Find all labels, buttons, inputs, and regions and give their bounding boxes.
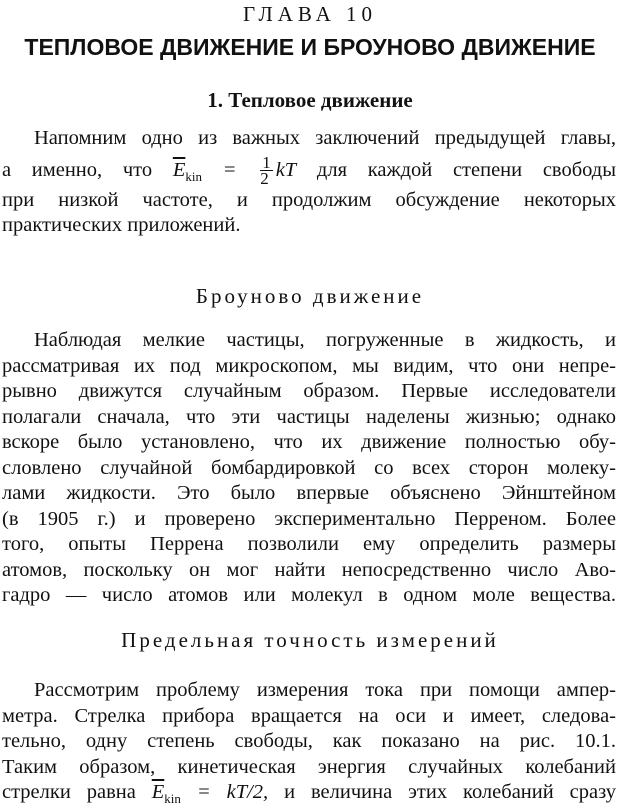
text-line: при низкой частоте, и продолжим обсуждение некоторых bbox=[2, 188, 616, 211]
text-line-with-formula bbox=[2, 780, 616, 806]
brownian-paragraph bbox=[2, 328, 616, 609]
text-line: лами жидкости. Это было впервые объяснено Эйнштейном bbox=[2, 482, 616, 504]
formula-subscript: kin bbox=[185, 168, 202, 184]
text-line: Наблюдая мелкие частицы, погруженные в жидкость, и bbox=[34, 329, 616, 351]
energy-formula: $\overline{E}_{kin}$ = $\frac{1}{2}$ kT bbox=[172, 153, 297, 189]
formula-subscript: kin bbox=[164, 791, 181, 807]
precision-last-line-block bbox=[2, 780, 616, 806]
subsection-title-precision: Предельная точность измерений bbox=[121, 628, 499, 652]
chapter-heading: ГЛАВА 10 bbox=[242, 2, 378, 26]
text-line: атомов, поскольку он мог найти непосредственно число Аво- bbox=[2, 558, 616, 581]
text-line: вскоре было установлено, что их движение полностью обу- bbox=[2, 431, 616, 453]
text-line: Рассмотрим проблему измерения тока при помощи ампер- bbox=[34, 679, 616, 701]
formula-rhs: kT bbox=[275, 158, 297, 181]
text-line: рассматривая их под микроскопом, мы видим, что они непре- bbox=[2, 354, 616, 377]
text-line: словлено случайной бомбардировкой со всех сторон молеку- bbox=[2, 456, 616, 479]
chapter-title: ТЕПЛОВОЕ ДВИЖЕНИЕ И БРОУНОВО ДВИЖЕНИЕ bbox=[24, 34, 596, 60]
text-line: (в 1905 г.) и проверено экспериментально Перреном. Более bbox=[2, 507, 616, 530]
text-fragment: стрелки равна bbox=[2, 781, 136, 803]
energy-formula-inline: $\overline{E}_{kin} = kT/2$, bbox=[151, 781, 269, 807]
formula-symbol: $\overline{E}$ bbox=[172, 158, 186, 181]
subsection-title-brownian: Броуново движение bbox=[195, 284, 425, 308]
text-line: гадро — число атомов или молекул в одном моле вещества. bbox=[2, 584, 616, 606]
fraction bbox=[260, 153, 273, 189]
precision-paragraph bbox=[2, 678, 616, 780]
text-fragment: и величина этих колебаний сразу bbox=[284, 781, 616, 803]
fraction-denominator: 2 bbox=[260, 169, 269, 189]
text-line: того, опыты Перрена позволили ему определить размеры bbox=[2, 533, 616, 555]
text-line-with-formula bbox=[2, 152, 616, 188]
text-fragment: для каждой степени свободы bbox=[316, 158, 616, 181]
intro-paragraph bbox=[2, 126, 616, 239]
text-line: Напомним одно из важных заключений предыдущей главы, bbox=[34, 127, 616, 149]
text-line: практических приложений. bbox=[2, 214, 241, 236]
formula-symbol: $\overline{E}$ bbox=[151, 781, 165, 803]
formula-rhs: kT/2, bbox=[226, 781, 269, 803]
text-line: Таким образом, кинетическая энергия случайных колебаний bbox=[2, 755, 616, 778]
text-line: полагали сначала, что эти частицы наделены жизнью; однако bbox=[2, 405, 616, 428]
text-line: рывно движутся случайным образом. Первые исследователи bbox=[2, 380, 616, 402]
section-title: 1. Тепловое движение bbox=[207, 88, 413, 112]
text-line: тельно, одну степень свободы, как показано на рис. 10.1. bbox=[2, 730, 616, 752]
text-fragment: а именно, что bbox=[2, 158, 153, 181]
text-line: метра. Стрелка прибора вращается на оси и имеет, следова- bbox=[2, 704, 616, 727]
fraction-numerator: 1 bbox=[262, 153, 271, 173]
